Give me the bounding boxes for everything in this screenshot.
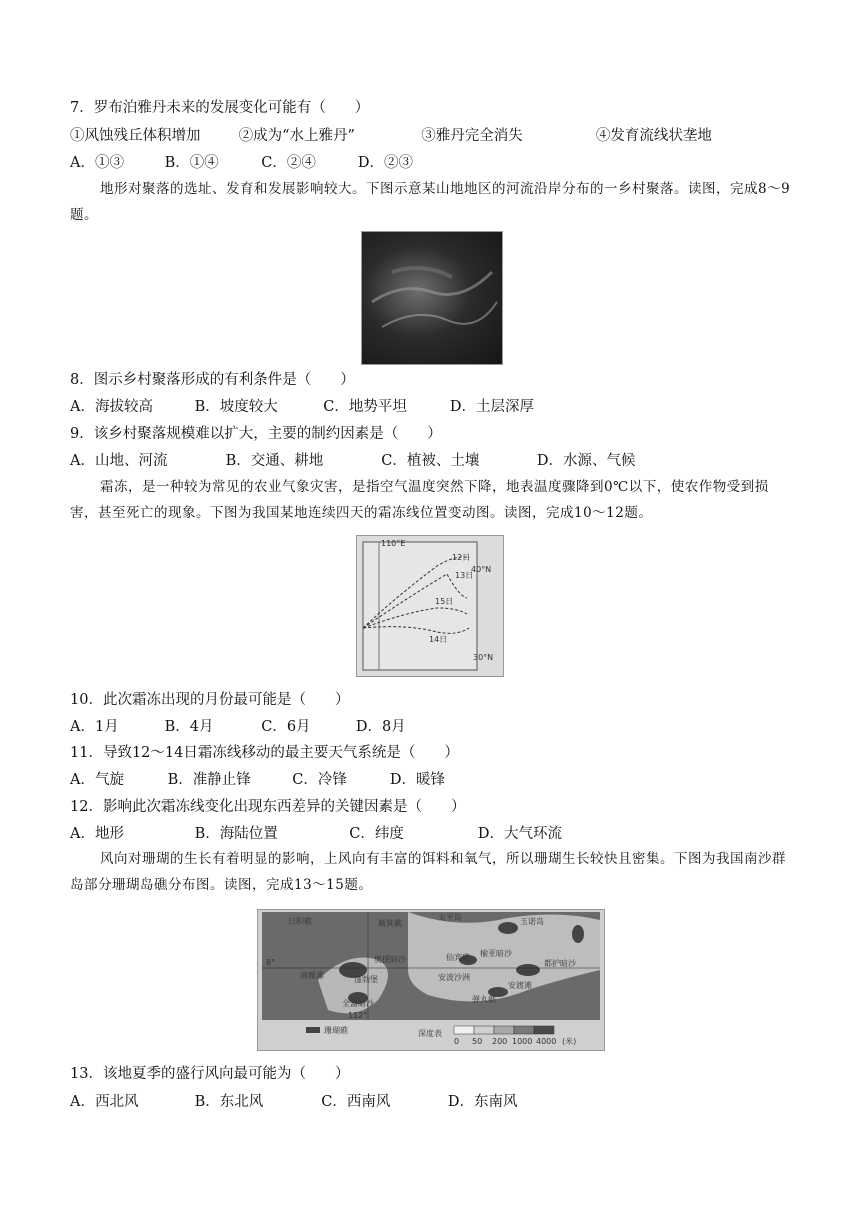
frost-line-map-svg (357, 536, 503, 676)
depth-tick-200: 200 (492, 1037, 508, 1046)
q13-options (70, 1092, 517, 1112)
reef-label-xianbin: 仙宾礁 (446, 953, 470, 962)
q8-stem: 8．图示乡村聚落形成的有利条件是（ ） (70, 372, 355, 388)
q7-item-4: ④发育流线状垄地 (595, 128, 712, 144)
q7-item-3: ③雅丹完全消失 (421, 128, 523, 144)
q12-option-c: C．纬度 (349, 826, 404, 842)
reef-label-nanwei: 南薇滩 (300, 971, 324, 980)
q11-option-d: D．暖锋 (389, 772, 445, 788)
frost-label-14: 14日 (429, 635, 448, 644)
reef-map-svg (258, 910, 604, 1050)
q7-options (70, 153, 413, 173)
depth-tick-4000: 4000 (536, 1037, 557, 1046)
q11-stem: 11．导致12～14日霜冻线移动的最主要天气系统是（ ） (70, 745, 459, 761)
depth-unit: (米) (562, 1037, 577, 1046)
q12-stem: 12．影响此次霜冻线变化出现东西差异的关键因素是（ ） (70, 799, 466, 815)
settlement-photo (361, 231, 503, 365)
reef-label-yuya: 榆亚暗沙 (480, 949, 512, 958)
q7-items (70, 126, 712, 146)
q11-option-a: A．气旋 (70, 772, 124, 788)
q10-stem: 10．此次霜冻出现的月份最可能是（ ） (70, 692, 350, 708)
reef-label-taiping: 太平岛 (438, 913, 462, 922)
reef-label-duhu: 都护暗沙 (544, 959, 576, 968)
q8-option-b: B．坡度较大 (194, 399, 278, 415)
frost-label-15: 15日 (435, 597, 454, 606)
q13-option-d: D．东南风 (447, 1094, 518, 1110)
q8-options (70, 397, 534, 417)
reef-label-lat8: 8° (266, 958, 276, 967)
q7-item-1: ①风蚀残丘体积增加 (70, 128, 201, 144)
q10-option-c: C．6月 (261, 719, 311, 735)
reef-map (257, 909, 605, 1051)
q13-stem: 13．该地夏季的盛行风向最可能为（ ） (70, 1066, 350, 1082)
q7-stem: 7．罗布泊雅丹未来的发展变化可能有（ ） (70, 100, 370, 116)
depth-tick-0: 0 (454, 1037, 460, 1046)
reef-label-pengbo: 蓬勃堡 (354, 975, 378, 984)
lat-bottom-label: 30°N (473, 653, 494, 662)
lat-top-label: 40°N (471, 565, 492, 574)
intro-8-9: 地形对聚落的选址、发育和发展影响较大。下图示意某山地地区的河流沿岸分布的一乡村聚落。读图，完成8～9题。 (70, 181, 791, 223)
q8-option-d: D．土层深厚 (449, 399, 534, 415)
q13-option-c: C．西南风 (321, 1094, 391, 1110)
settlement-photo-texture (362, 232, 502, 364)
q9-stem: 9．该乡村聚落规模难以扩大，主要的制约因素是（ ） (70, 426, 442, 442)
reef-label-riji: 日积礁 (288, 917, 312, 926)
depth-tick-1000: 1000 (512, 1037, 533, 1046)
q9-options (70, 451, 635, 471)
q11-option-b: B．准静止锋 (167, 772, 251, 788)
reef-label-aoyuan: 奥援暗沙 (374, 955, 406, 964)
q12-option-b: B．海陆位置 (194, 826, 278, 842)
q9-option-b: B．交通、耕地 (225, 453, 324, 469)
reef-label-yuzhuo: 玉诺岛 (520, 917, 544, 926)
q7-option-b: B．①④ (164, 155, 219, 171)
q13-option-a: A．西北风 (70, 1094, 139, 1110)
q7-option-a: A．①③ (70, 155, 124, 171)
reef-label-lon112: 112° (348, 1011, 368, 1020)
reef-label-andu: 安渡滩 (508, 981, 532, 990)
frost-label-12: 12日 (452, 553, 471, 562)
q12-options (70, 824, 562, 844)
q11-options (70, 770, 445, 790)
q11-option-c: C．冷锋 (292, 772, 347, 788)
frost-label-13: 13日 (455, 571, 474, 580)
q9-option-a: A．山地、河流 (70, 453, 168, 469)
lon-label: 110°E (381, 539, 406, 548)
q12-option-d: D．大气环流 (477, 826, 562, 842)
q12-option-a: A．地形 (70, 826, 124, 842)
reef-label-danwan: 弹丸礁 (472, 995, 496, 1004)
reef-legend: 珊瑚礁 (324, 1026, 348, 1035)
q10-options (70, 717, 406, 737)
depth-tick-50: 50 (472, 1037, 483, 1046)
q9-option-d: D．水源、气候 (536, 453, 636, 469)
q10-option-d: D．8月 (355, 719, 406, 735)
frost-line-map (356, 535, 504, 677)
q13-option-b: B．东北风 (194, 1094, 264, 1110)
q9-option-c: C．植被、土壤 (381, 453, 480, 469)
q7-option-d: D．②③ (357, 155, 413, 171)
reef-label-anbo: 安波沙洲 (438, 973, 470, 982)
reef-label-quanfu: 全富暗沙 (342, 999, 374, 1008)
intro-13-15: 风向对珊瑚的生长有着明显的影响，上风向有丰富的饵料和氧气，所以珊瑚生长较快且密集。下图为我国南沙群岛部分珊瑚岛礁分布图。读图，完成13～15题。 (70, 851, 786, 893)
q7-item-2: ②成为“水上雅丹” (238, 128, 355, 144)
q8-option-a: A．海拔较高 (70, 399, 153, 415)
reef-label-boji: 簸箕礁 (378, 919, 402, 928)
q8-option-c: C．地势平坦 (323, 399, 407, 415)
q7-option-c: C．②④ (261, 155, 316, 171)
q10-option-b: B．4月 (164, 719, 214, 735)
depth-legend-title: 深度表 (418, 1029, 442, 1038)
intro-10-12: 霜冻，是一种较为常见的农业气象灾害，是指空气温度突然下降，地表温度骤降到0℃以下，使农作物受到损害，甚至死亡的现象。下图为我国某地连续四天的霜冻线位置变动图。读图，完成10～12题。 (70, 479, 769, 521)
q10-option-a: A．1月 (70, 719, 119, 735)
